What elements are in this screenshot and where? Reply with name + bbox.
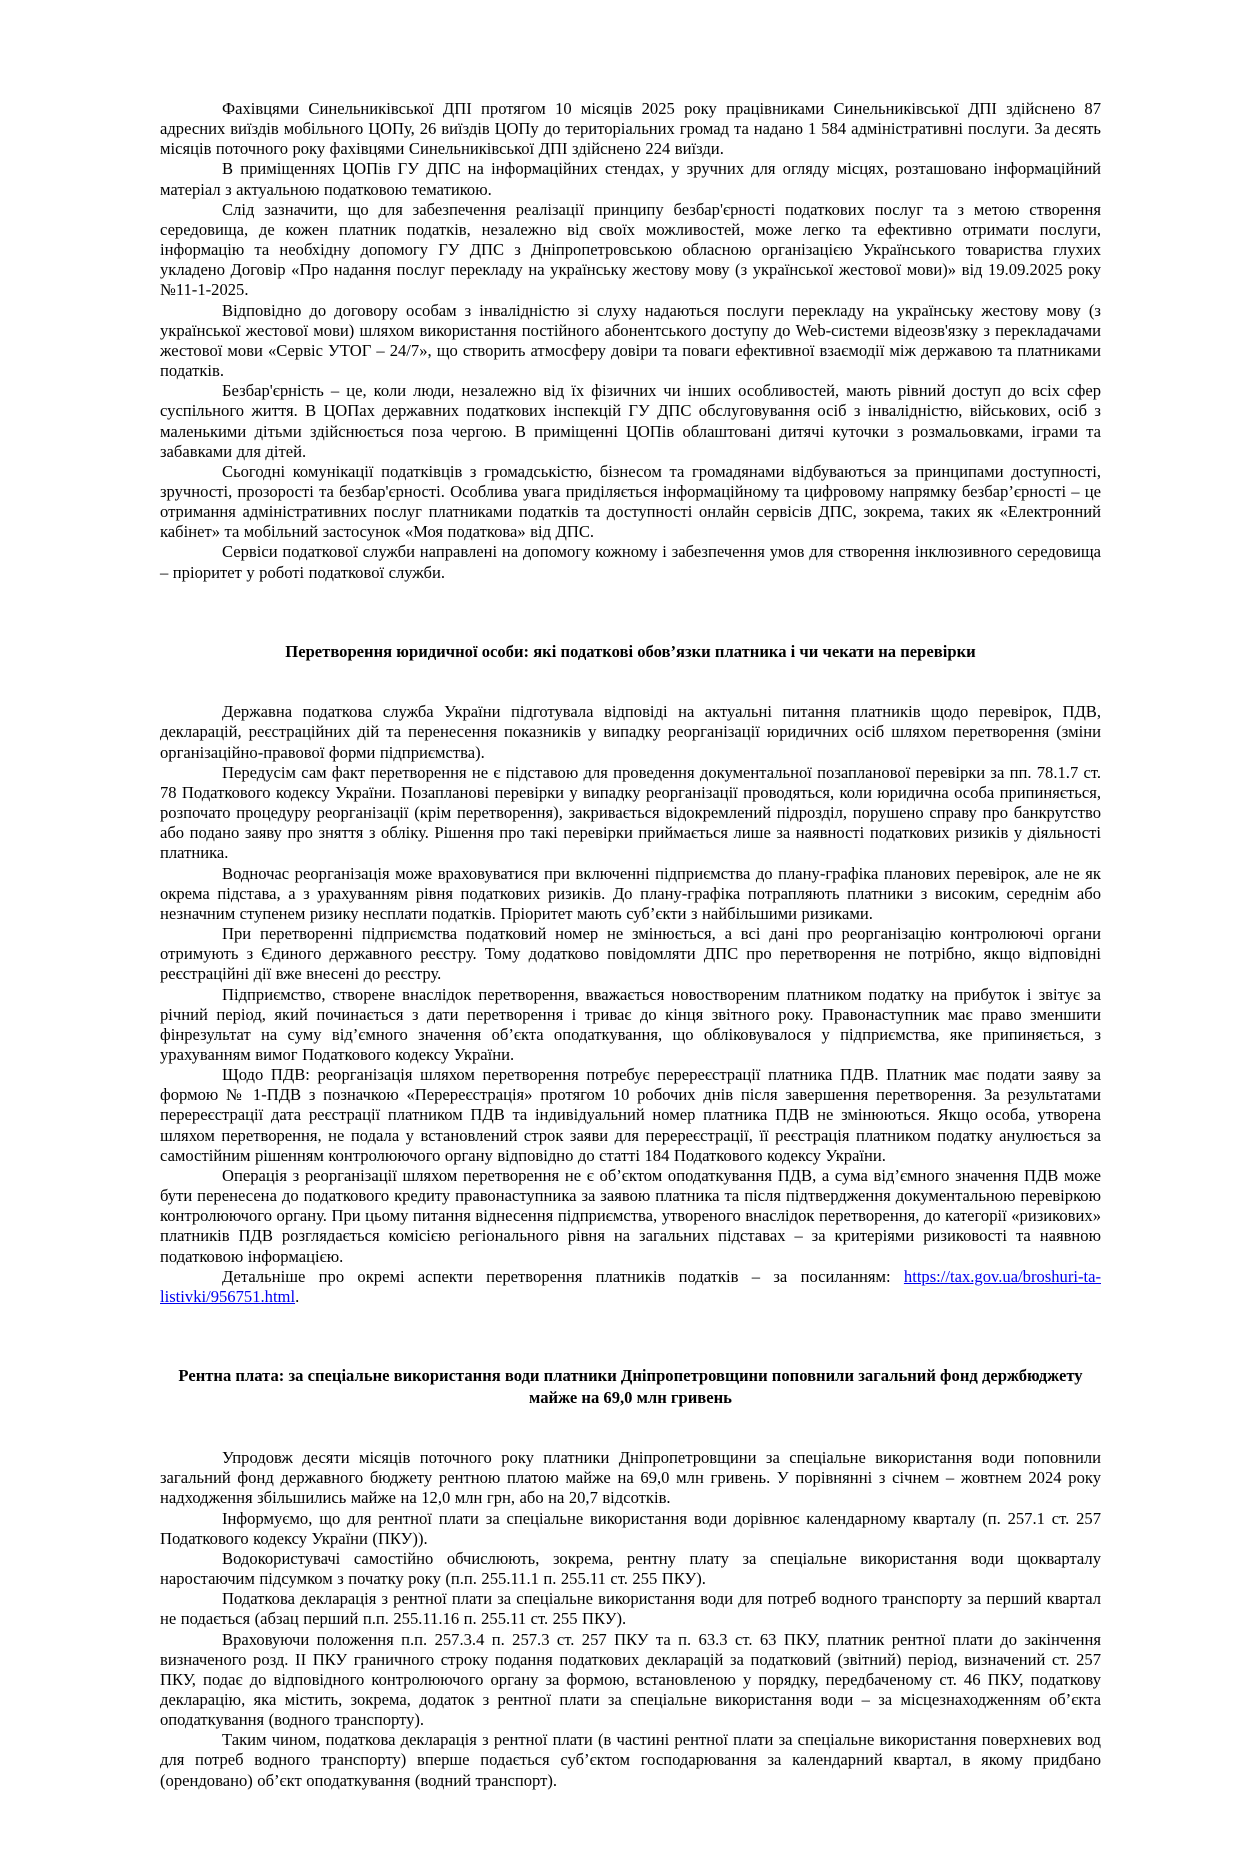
document-section <box>160 99 1101 583</box>
paragraph: Сьогодні комунікації податківців з громадськістю, бізнесом та громадянами відбуваються за принципами доступності, зручності, прозорості та безбар'єрності. Особлива увага приділяється інформаційному та цифровому напрямку безбар’єрності – це отримання адміністративних послуг платниками податків та доступності онлайн сервісів ДПС, зокрема, таких як «Електронний кабінет» та мобільний застосунок «Моя податкова» від ДПС. <box>160 461 1101 542</box>
link-paragraph-prefix: Детальніше про окремі аспекти перетворення платників податків – за посиланням: <box>222 1266 904 1286</box>
section-heading: Рентна плата: за спеціальне використання води платники Дніпропетровщини поповнили загальний фонд держбюджету майже на 69,0 млн гривень <box>178 1366 1083 1407</box>
paragraph: Слід зазначити, що для забезпечення реалізації принципу безбар'єрності податкових послуг та з метою створення середовища, де кожен платник податків, незалежно від своїх можливостей, може легко та ефективно отримати послуги, інформацію та необхідну допомогу ГУ ДПС з Дніпропетровською обласною організацією Українського товариства глухих укладено Договір «Про надання послуг перекладу на українську жестову мову (з української жестової мови)» від 19.09.2025 року №11-1-2025. <box>160 199 1101 300</box>
paragraph: При перетворенні підприємства податковий номер не змінюється, а всі дані про реорганізацію контролюючі органи отримують з Єдиного державного реєстру. Тому додатково повідомляти ДПС про перетворення не потрібно, якщо відповідні реєстраційні дії вже внесені до реєстру. <box>160 924 1101 984</box>
paragraph: Безбар'єрність – це, коли люди, незалежно від їх фізичних чи інших особливостей, мають рівний доступ до всіх сфер суспільного життя. В ЦОПах державних податкових інспекцій ГУ ДПС обслуговування осіб з інвалідністю, військових, осіб з маленькими дітьми здійснюється поза чергою. В приміщенні ЦОПів облаштовані дитячі куточки з розмальовками, іграми та забавками для дітей. <box>160 381 1101 461</box>
paragraph: Підприємство, створене внаслідок перетворення, вважається новоствореним платником податку на прибуток і звітує за річний період, який починається з дати перетворення і триває до кінця звітного року. Правонаступник має право зменшити фінрезультат на суму від’ємного значення об’єкта оподаткування, що обліковувалося у підприємства, яке припиняється, з урахуванням вимог Податкового кодексу України. <box>160 984 1101 1064</box>
link-paragraph-suffix: . <box>295 1286 300 1306</box>
tax-gov-broshuri-link[interactable]: https://tax.gov.ua/broshuri-ta-listivki/956751.html <box>160 1266 1101 1306</box>
paragraph: Враховуючи положення п.п. 257.3.4 п. 257.3 ст. 257 ПКУ та п. 63.3 ст. 63 ПКУ, платник рентної плати до закінчення визначеного розд. ІІ ПКУ граничного строку подання податкових декларацій за податковий (звітний) період, визначений ст. 257 ПКУ, подає до відповідного контролюючого органу за формою, встановленою у порядку, передбаченому ст. 46 ПКУ, податкову декларацію, яка містить, зокрема, додаток з рентної плати за спеціальне використання води – за місцезнаходженням об’єкта оподаткування (водного транспорту). <box>160 1629 1101 1730</box>
document-section <box>160 1365 1101 1791</box>
document-body <box>160 99 1101 1791</box>
paragraph: Відповідно до договору особам з інвалідністю зі слуху надаються послуги перекладу на українську жестову мову (з української жестової мови) шляхом використання постійного абонентського доступу до Web-системи відеозв'язку з перекладачами жестової мови «Сервіс УТОГ – 24/7», що створить атмосферу довіри та поваги ефективної взаємодії між державою та платниками податків. <box>160 300 1101 381</box>
paragraph: Водночас реорганізація може враховуватися при включенні підприємства до плану-графіка планових перевірок, але не як окрема підстава, а з урахуванням рівня податкових ризиків. До плану-графіка потрапляють платники з високим, середнім або незначним ступенем ризику несплати податків. Пріоритет мають суб’єкти з найбільшими ризиками. <box>160 863 1101 923</box>
paragraph: Упродовж десяти місяців поточного року платники Дніпропетровщини за спеціальне використання води поповнили загальний фонд державного бюджету рентною платою майже на 69,0 млн гривень. У порівнянні з січнем – жовтнем 2024 року надходження збільшились майже на 12,0 млн грн, або на 20,7 відсотків. <box>160 1448 1101 1508</box>
paragraph: Передусім сам факт перетворення не є підставою для проведення документальної позапланової перевірки за пп. 78.1.7 ст. 78 Податкового кодексу України. Позапланові перевірки у випадку реорганізації проводяться, коли юридична особа припиняється, розпочато процедуру реорганізації (крім перетворення), закривається відокремлений підрозділ, порушено справу про банкрутство або подано заяву про зняття з обліку. Рішення про такі перевірки приймається лише за наявності податкових ризиків у діяльності платника. <box>160 762 1101 863</box>
paragraph: Щодо ПДВ: реорганізація шляхом перетворення потребує перереєстрації платника ПДВ. Платник має подати заяву за формою № 1-ПДВ з позначкою «Перереєстрація» протягом 10 робочих днів після завершення перетворення. За результатами перереєстрації дата реєстрації платником ПДВ та індивідуальний номер платника ПДВ не змінюються. Якщо особа, утворена шляхом перетворення, не подала у встановлений строк заяви для перереєстрації, її реєстрація платником податку анулюється за самостійним рішенням контролюючого органу відповідно до статті 184 Податкового кодексу України. <box>160 1065 1101 1165</box>
paragraph: Державна податкова служба України підготувала відповіді на актуальні питання платників щодо перевірок, ПДВ, декларацій, реєстраційних дій та перенесення показників у випадку реорганізації юридичних осіб шляхом перетворення (зміни організаційно-правової форми підприємства). <box>160 702 1101 762</box>
paragraph: Податкова декларація з рентної плати за спеціальне використання води для потреб водного транспорту за перший квартал не подається (абзац перший п.п. 255.11.16 п. 255.11 ст. 255 ПКУ). <box>160 1589 1101 1629</box>
paragraph <box>160 1267 1101 1307</box>
paragraph: Сервіси податкової служби направлені на допомогу кожному і забезпечення умов для створення інклюзивного середовища – пріоритет у роботі податкової служби. <box>160 542 1101 582</box>
document-section <box>160 641 1101 1307</box>
section-heading: Перетворення юридичної особи: які податкові обов’язки платника і чи чекати на перевірки <box>285 641 976 661</box>
paragraph: Операція з реорганізації шляхом перетворення не є об’єктом оподаткування ПДВ, а сума від’ємного значення ПДВ може бути перенесена до податкового кредиту правонаступника за заявою платника та після підтвердження документальною перевіркою контролюючого органу. При цьому питання віднесення підприємства, утвореного внаслідок перетворення, до категорії «ризикових» платників ПДВ розглядається комісією регіонального рівня на загальних підставах – за критеріями ризиковості та наявною податковою інформацією. <box>160 1165 1101 1266</box>
paragraph: Фахівцями Синельниківської ДПІ протягом 10 місяців 2025 року працівниками Синельниківської ДПІ здійснено 87 адресних виїздів мобільного ЦОПу, 26 виїздів ЦОПу до територіальних громад та надано 1 584 адміністративні послуги. За десять місяців поточного року фахівцями Синельниківської ДПІ здійснено 224 виїзди. <box>160 99 1101 159</box>
paragraph: Водокористувачі самостійно обчислюють, зокрема, рентну плату за спеціальне використання води щокварталу наростаючим підсумком з початку року (п.п. 255.11.1 п. 255.11 ст. 255 ПКУ). <box>160 1548 1101 1589</box>
paragraph: В приміщеннях ЦОПів ГУ ДПС на інформаційних стендах, у зручних для огляду місцях, розташовано інформаційний матеріал з актуальною податковою тематикою. <box>160 159 1101 199</box>
paragraph: Таким чином, податкова декларація з рентної плати (в частині рентної плати за спеціальне використання поверхневих вод для потреб водного транспорту) вперше подається суб’єктом господарювання за календарний квартал, в якому придбано (орендовано) об’єкт оподаткування (водний транспорт). <box>160 1730 1101 1790</box>
paragraph: Інформуємо, що для рентної плати за спеціальне використання води дорівнює календарному кварталу (п. 257.1 ст. 257 Податкового кодексу України (ПКУ)). <box>160 1508 1101 1548</box>
